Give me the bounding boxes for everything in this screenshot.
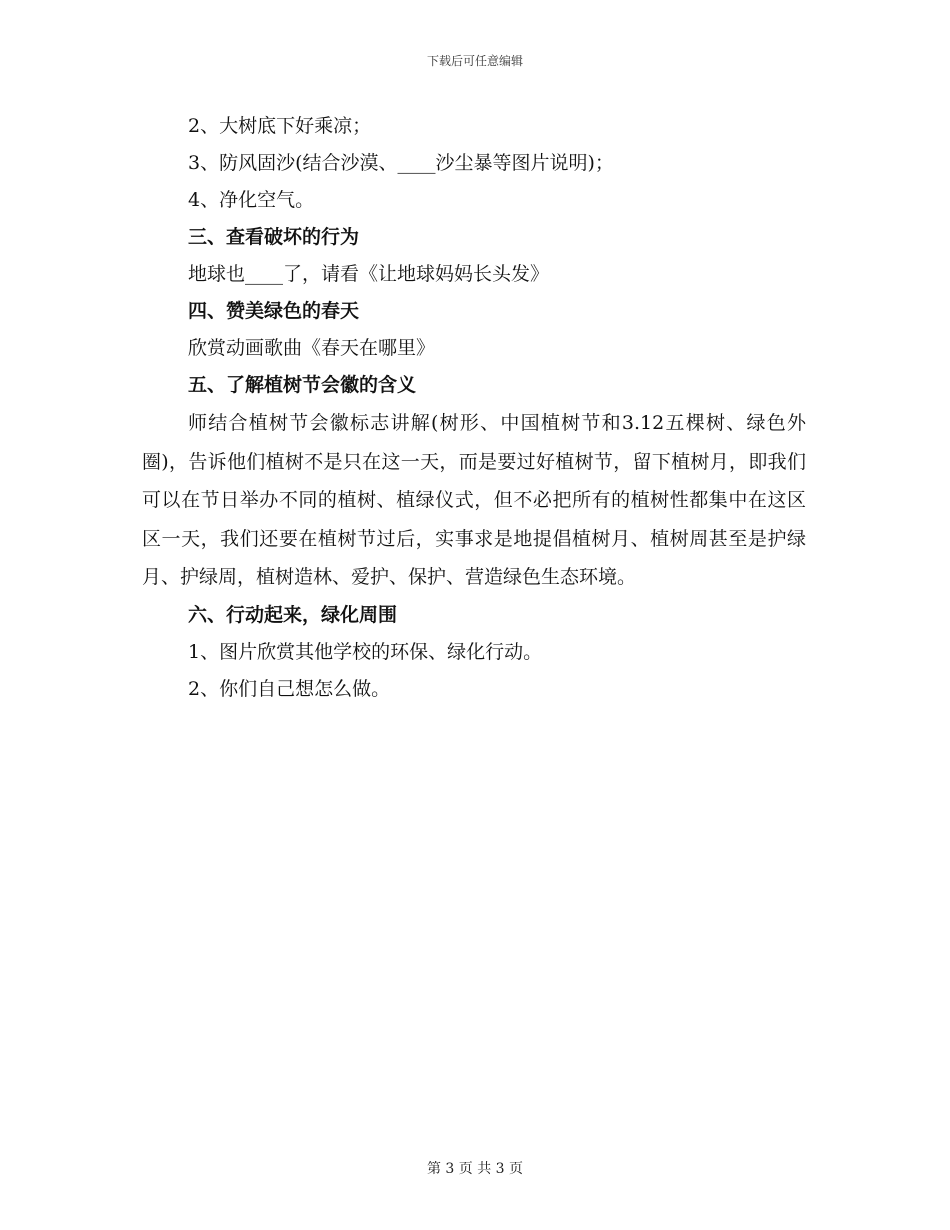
action-item-2: 2、你们自己想怎么做。 xyxy=(188,677,391,700)
section-heading-4: 四、赞美绿色的春天 xyxy=(188,300,360,322)
action-item-1: 1、图片欣赏其他学校的环保、绿化行动。 xyxy=(188,640,543,663)
page-number: 第 3 页 共 3 页 xyxy=(426,1161,524,1177)
section-heading-3: 三、查看破坏的行为 xyxy=(188,226,360,248)
list-item-4: 4、净化空气。 xyxy=(188,189,315,211)
page-header: 下载后可任意编辑 xyxy=(426,54,523,68)
song-line: 欣赏动画歌曲《春天在哪里》 xyxy=(188,337,436,359)
list-item-3: 3、防风固沙(结合沙漠、____沙尘暴等图片说明)； xyxy=(188,152,614,174)
list-item-2: 2、大树底下好乘凉； xyxy=(188,115,372,137)
emblem-paragraph: 师结合植树节会徽标志讲解(树形、中国植树节和3.12五棵树、绿色外圈)，告诉他们植树不是只在这一天，而是要过好植树节，留下植树月，即我们可以在节日举办不同的植树、植绿仪式，但不必把所有的植树性都集中在这区区一天，我们还要在植树节过后，实事求是地提倡植树月、植树周甚至是护绿月、护绿周，植树造林、爱护、保护、营造绿色生态环境。 xyxy=(142,412,806,588)
section-heading-6: 六、行动起来，绿化周围 xyxy=(188,603,398,626)
section-heading-5: 五、了解植树节会徽的含义 xyxy=(188,374,417,396)
earth-line: 地球也____了，请看《让地球妈妈长头发》 xyxy=(188,263,550,285)
document-body xyxy=(142,108,806,708)
